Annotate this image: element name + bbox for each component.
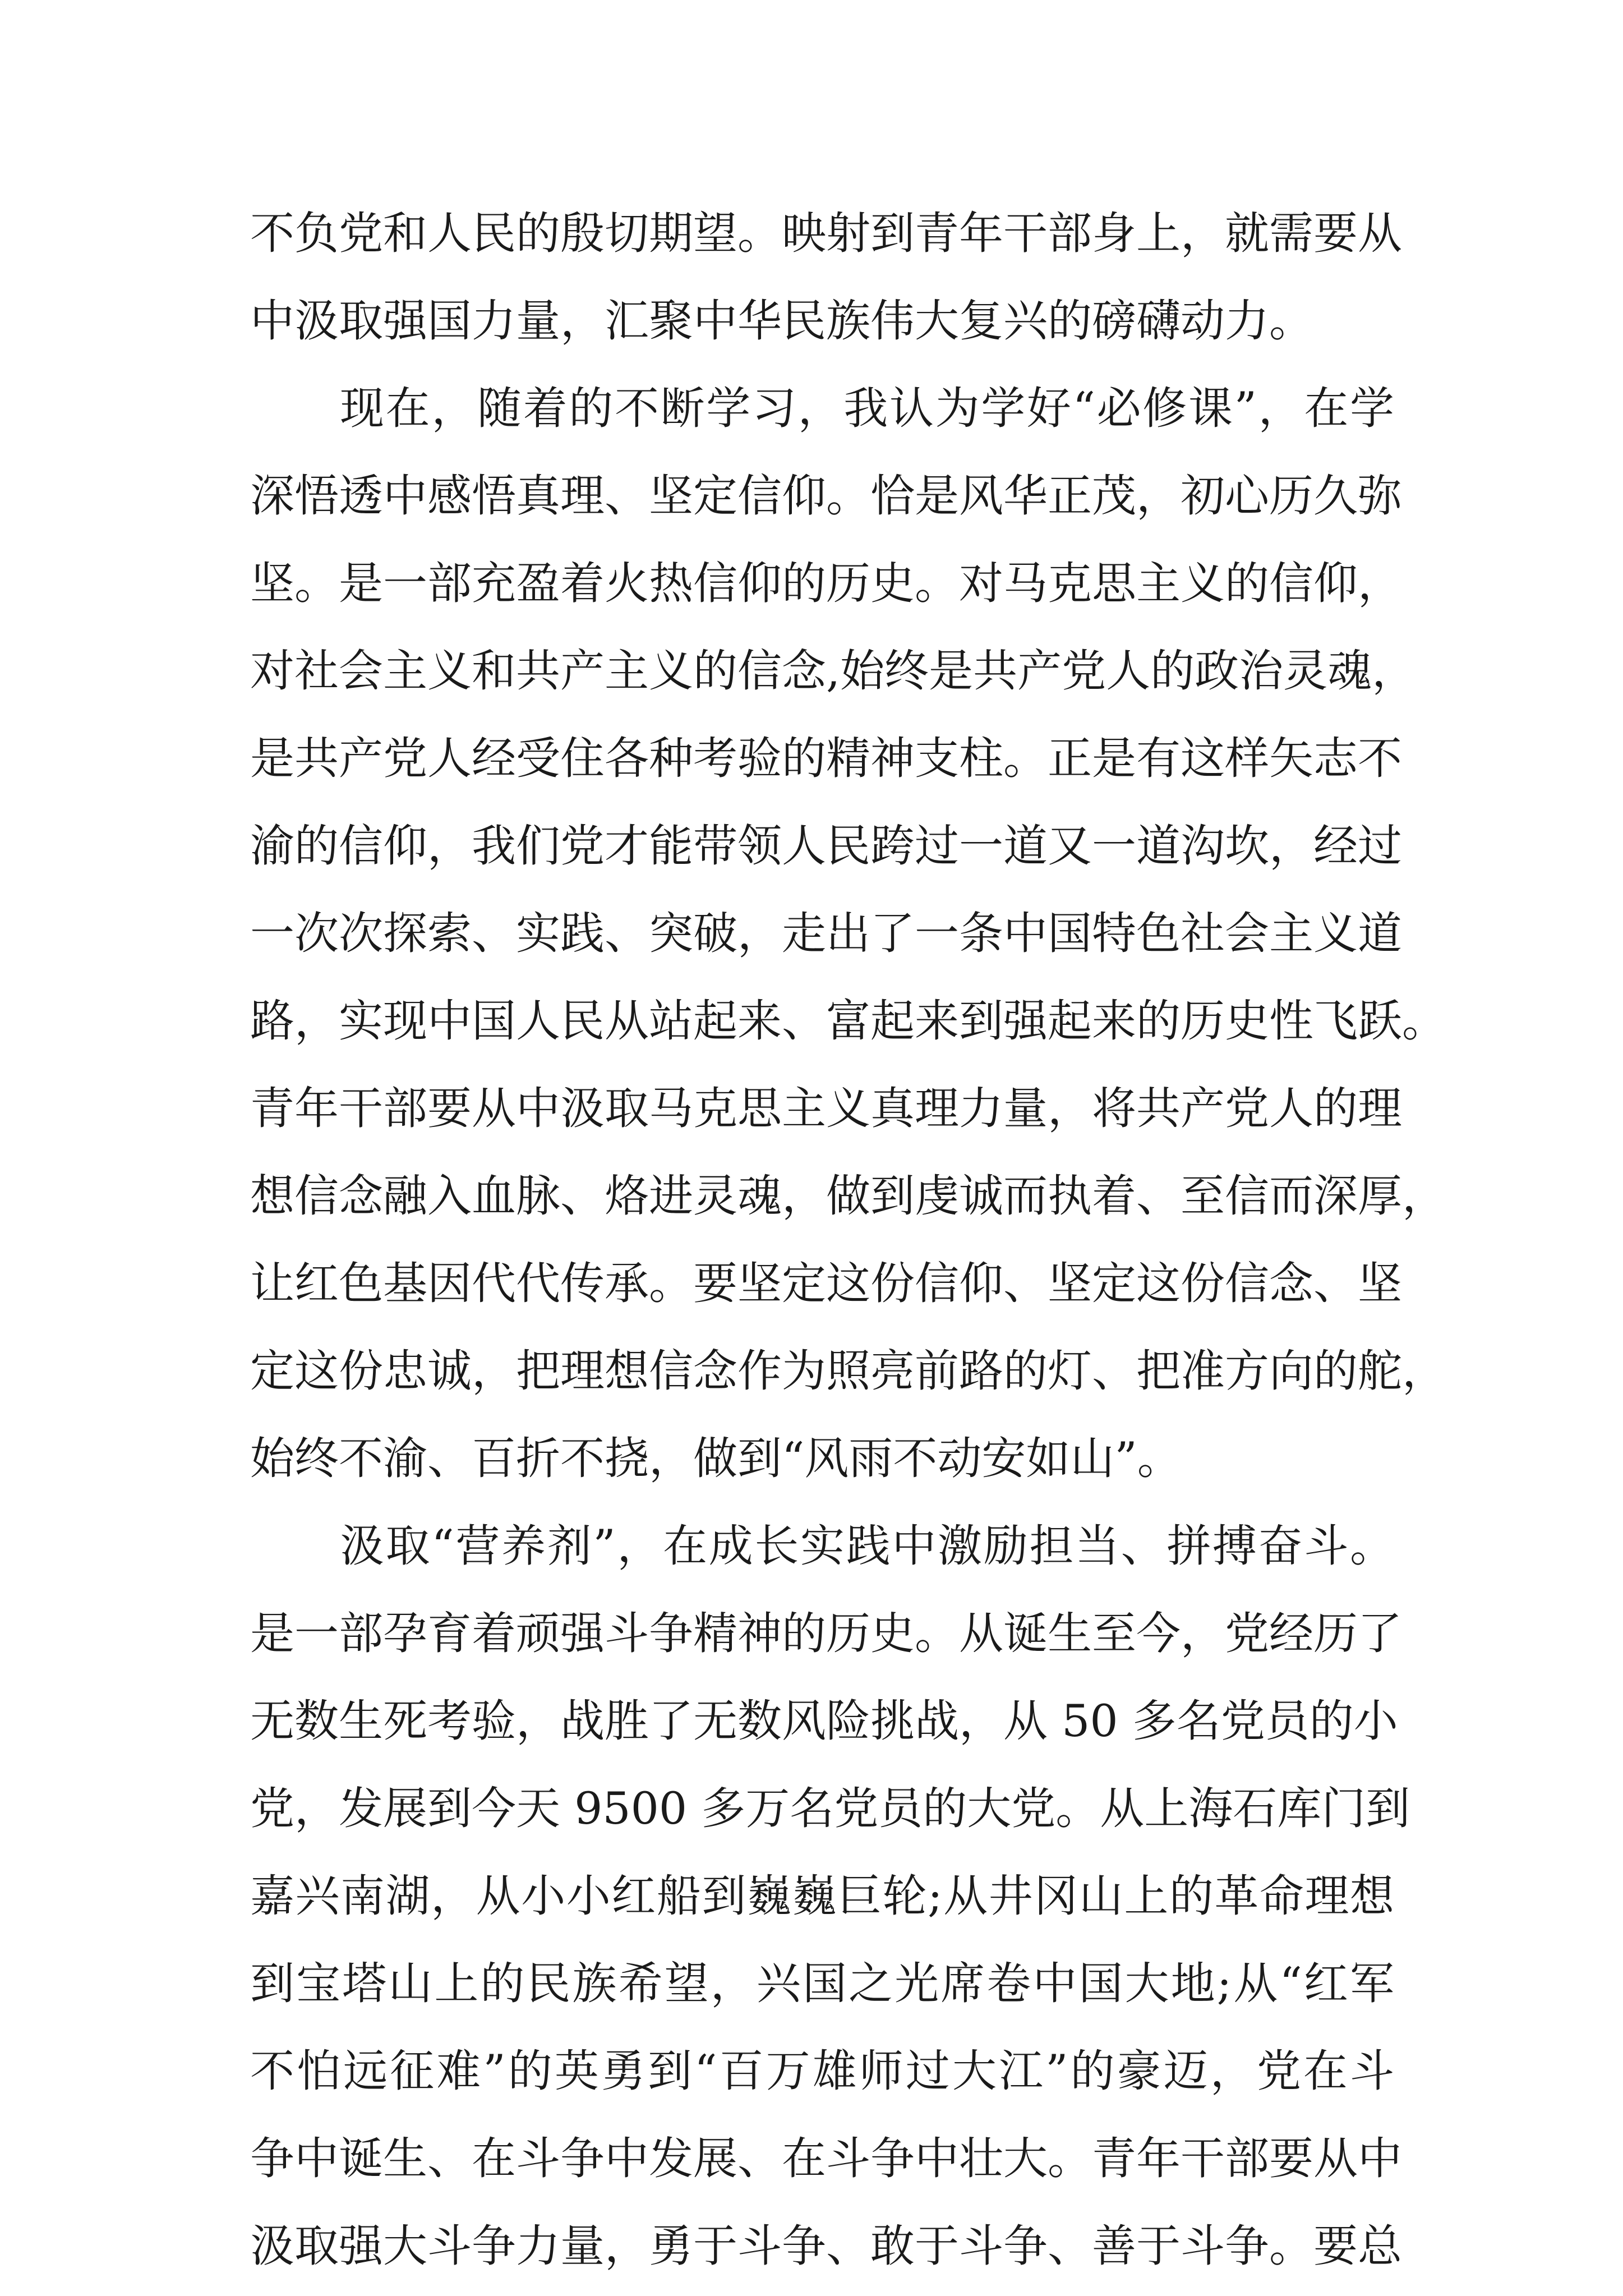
text-line: 让红色基因代代传承。要坚定这份信仰、坚定这份信念、坚 (250, 1258, 1402, 1309)
text-line: 路，实现中国人民从站起来、富起来到强起来的历史性飞跃。 (250, 995, 1446, 1047)
text-line: 想信念融入血脉、烙进灵魂，做到虔诚而执着、至信而深厚， (250, 1170, 1446, 1222)
text-line: 青年干部要从中汲取马克思主义真理力量，将共产党人的理 (250, 1083, 1402, 1134)
text-line: 嘉兴南湖，从小小红船到巍巍巨轮;从井冈山上的革命理想 (250, 1870, 1394, 1922)
text-line: 一次次探索、实践、突破，走出了一条中国特色社会主义道 (250, 908, 1402, 959)
text-line: 对社会主义和共产主义的信念,始终是共产党人的政治灵魂， (250, 645, 1417, 697)
text-line: 汲取强大斗争力量，勇于斗争、敢于斗争、善于斗争。要总 (250, 2220, 1402, 2272)
paragraph-first-line: 现在，随着的不断学习，我认为学好“必修课”，在学 (340, 383, 1394, 434)
text-line: 深悟透中感悟真理、坚定信仰。恰是风华正茂，初心历久弥 (250, 470, 1402, 522)
text-line: 始终不渝、百折不挠，做到“风雨不动安如山”。 (250, 1433, 1182, 1484)
paragraph-first-line: 汲取“营养剂”，在成长实践中激励担当、拼搏奋斗。 (340, 1520, 1394, 1572)
text-line: 不怕远征难”的英勇到“百万雄师过大江”的豪迈，党在斗 (250, 2045, 1394, 2097)
text-line: 是共产党人经受住各种考验的精神支柱。正是有这样矢志不 (250, 733, 1402, 784)
text-line: 渝的信仰，我们党才能带领人民跨过一道又一道沟坎，经过 (250, 820, 1402, 872)
text-line: 党，发展到今天 9500 多万名党员的大党。从上海石库门到 (250, 1783, 1410, 1834)
text-line: 是一部孕育着顽强斗争精神的历史。从诞生至今，党经历了 (250, 1608, 1402, 1659)
text-line: 争中诞生、在斗争中发展、在斗争中壮大。青年干部要从中 (250, 2133, 1402, 2184)
text-line: 到宝塔山上的民族希望，兴国之光席卷中国大地;从“红军 (250, 1958, 1394, 2009)
text-line: 无数生死考验，战胜了无数风险挑战，从 50 多名党员的小 (250, 1695, 1398, 1747)
text-line: 定这份忠诚，把理想信念作为照亮前路的灯、把准方向的舵， (250, 1345, 1446, 1397)
body-text (250, 190, 1446, 2290)
text-line: 坚。是一部充盈着火热信仰的历史。对马克思主义的信仰， (250, 558, 1402, 609)
text-line: 不负党和人民的殷切期望。映射到青年干部身上，就需要从 (250, 208, 1402, 259)
text-line: 中汲取强国力量，汇聚中华民族伟大复兴的磅礴动力。 (250, 295, 1313, 347)
